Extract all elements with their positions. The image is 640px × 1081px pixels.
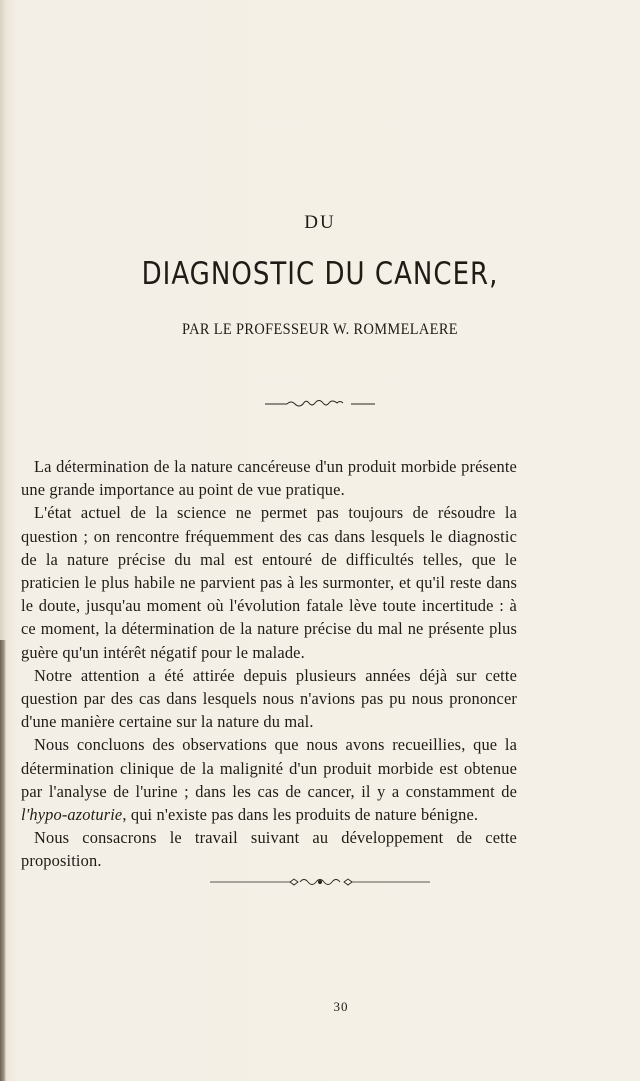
paragraph-5: Nous consacrons le travail suivant au développement de cette proposition. [21,828,517,871]
paragraph-3: Notre attention a été attirée depuis plusieurs années déjà sur cette question par des cas dans lesquels nous n'avions pas pu nous prononcer d'une manière certaine sur la nature du mal. [21,665,517,732]
body-text [21,455,517,873]
page-number: 30 [333,999,349,1014]
ornament-top-icon [265,398,375,410]
paragraph-2: L'état actuel de la science ne permet pas toujours de résoudre la question ; on rencontre fréquemment des cas dans lesquels le diagnostic de la nature précise du mal est entouré de difficultés telles, que le praticien le plus habile ne parvient pas à les surmonter, et qu'il reste dans le doute, jusqu'au moment où l'évolution fatale lève toute incertitude : à ce moment, la détermination de la nature précise du mal ne présente plus guère qu'un intérêt négatif pour le malade. [21,503,517,662]
ornament-bottom-icon [210,876,430,888]
paragraph-4-emphasis: l'hypo-azoturie [21,805,123,825]
ornament-rule-top [0,398,640,410]
document-title: DIAGNOSTIC DU CANCER, [141,256,499,292]
paragraph-1: La détermination de la nature cancéreuse d'un produit morbide présente une grande importance au point de vue pratique. [21,457,517,500]
paragraph-4-before: Nous concluons des observations que nous avons recueillies, que la détermination clinique de la malignité d'un produit morbide est obtenue par l'analyse de l'urine ; dans les cas de cancer, il y a constamment de [21,735,517,801]
author-byline: PAR LE PROFESSEUR W. ROMMELAERE [182,321,458,338]
pre-title: DU [304,212,336,233]
paragraph-4 [21,733,517,826]
paragraph-4-after: , qui n'existe pas dans les produits de nature bénigne. [122,805,479,825]
ornament-rule-bottom [0,876,640,888]
